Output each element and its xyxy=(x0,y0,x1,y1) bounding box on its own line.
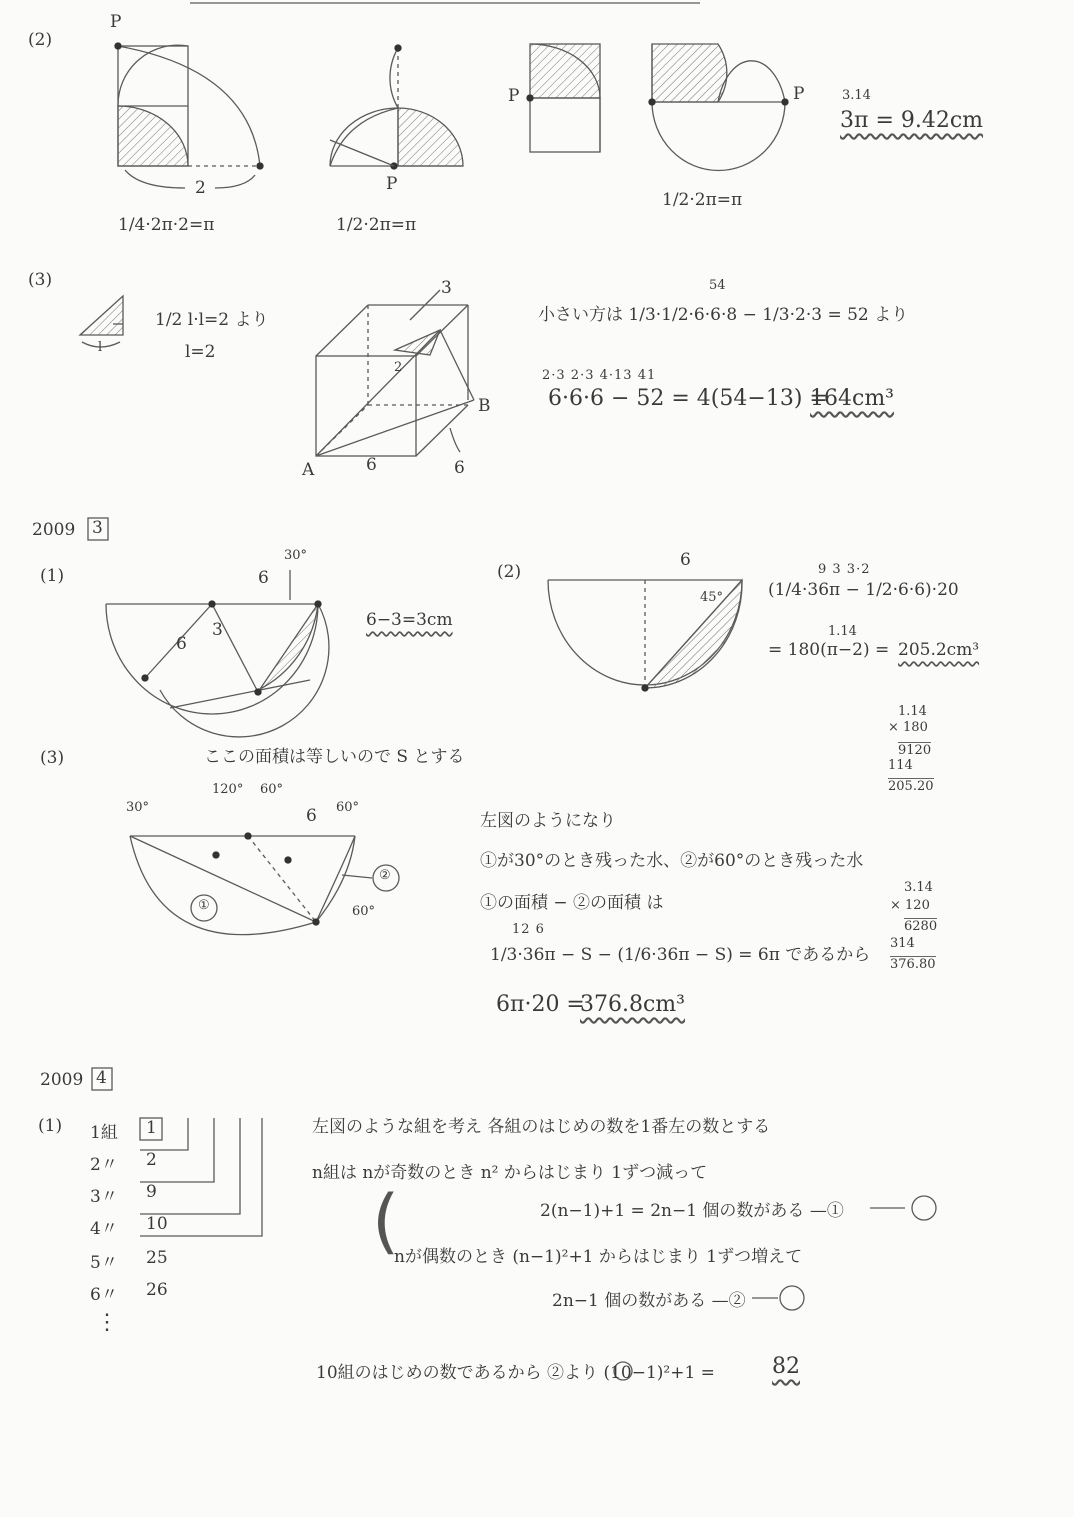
group-val-3: 9 xyxy=(146,1182,157,1202)
q3-p2-notes: 9 3 3·2 xyxy=(818,562,871,577)
group-name-6: 6〃 xyxy=(90,1285,118,1305)
cube-2: 2 xyxy=(394,360,403,375)
q3-fig1 xyxy=(106,570,329,737)
q3-p3-line2: ①が30°のとき残った水、②が60°のとき残った水 xyxy=(480,851,864,871)
cube-b: B xyxy=(478,396,491,416)
group-val-1: 1 xyxy=(146,1118,157,1138)
brace: ( xyxy=(372,1180,400,1262)
cube-6b: 6 xyxy=(454,458,465,478)
q3-p2-calc-2: 9120 xyxy=(898,743,932,758)
q3-p3-line3: ①の面積 − ②の面積 は xyxy=(480,893,664,913)
q3-p3-ans: 376.8cm³ xyxy=(580,992,685,1017)
q3-p3-deg60a: 60° xyxy=(260,782,284,797)
tri-eq: 1/2 l·l=2 より xyxy=(155,310,269,330)
group-name-5: 5〃 xyxy=(90,1253,118,1273)
q4-header: 2009 xyxy=(40,1070,84,1090)
q3-p3-final: 6π·20 = xyxy=(496,992,585,1017)
q3-p2-expr: (1/4·36π − 1/2·6·6)·20 xyxy=(768,580,959,600)
q3-p1-deg30: 30° xyxy=(284,548,308,563)
q4-line4: nが偶数のとき (n−1)²+1 からはじまり 1ずつ増えて xyxy=(394,1247,803,1267)
group-val-6: 26 xyxy=(146,1280,168,1300)
fig2-a xyxy=(115,43,263,188)
circle-mark-1 xyxy=(912,1196,936,1220)
formula-quarter: 1/4·2π·2=π xyxy=(118,215,215,235)
q3-p1-label: (1) xyxy=(40,566,65,586)
group-val-5: 25 xyxy=(146,1248,168,1268)
q3-p3-calc-1: × 120 xyxy=(890,898,930,913)
q3-p2-label: (2) xyxy=(497,562,522,582)
q3-p1-len3: 3 xyxy=(212,620,223,640)
big-answer: 164cm³ xyxy=(810,386,894,411)
cube-6a: 6 xyxy=(366,455,377,475)
cube-a: A xyxy=(302,460,315,480)
q3-p1-ans: 6−3=3cm xyxy=(366,610,453,630)
q4-label: (1) xyxy=(38,1116,63,1136)
q3-p3-calc-0: 3.14 xyxy=(904,880,933,895)
big-notes: 2·3 2·3 4·13 41 xyxy=(542,368,657,383)
group-continued: ⋮ xyxy=(96,1310,118,1335)
l-eq: l=2 xyxy=(185,342,216,362)
q3-p3-eq: 1/3·36π − S − (1/6·36π − S) = 6π であるから xyxy=(490,945,871,965)
q4-box-num: 4 xyxy=(96,1068,107,1088)
q3-p3-c2: ② xyxy=(379,868,391,883)
q3-p2-deg45: 45° xyxy=(700,590,724,605)
big-volume: 6·6·6 − 52 = 4(54−13) = xyxy=(548,386,828,411)
q3-p2-calc-3: 114 xyxy=(888,758,913,773)
pi-value: 3.14 xyxy=(842,88,871,103)
group-val-4: 10 xyxy=(146,1214,168,1234)
fig2-b xyxy=(330,45,463,169)
q3-p3-deg30: 30° xyxy=(126,800,150,815)
q3-p3-calc-3: 314 xyxy=(890,936,915,951)
l-mark: l xyxy=(98,340,103,355)
q4-line3: 2(n−1)+1 = 2n−1 個の数がある —① xyxy=(540,1201,844,1221)
q3-p2-calc-0: 1.14 xyxy=(898,704,927,719)
group-name-1: 1組 xyxy=(90,1123,118,1143)
small-54: 54 xyxy=(709,278,726,293)
point-p-2: P xyxy=(386,174,398,194)
cube-3: 3 xyxy=(441,278,452,298)
fig2-d xyxy=(649,44,788,171)
q3-p2-len6: 6 xyxy=(680,550,691,570)
q3-p3-deg60b: 60° xyxy=(336,800,360,815)
formula-half-b: 1/2·2π=π xyxy=(662,190,743,210)
group-name-4: 4〃 xyxy=(90,1219,118,1239)
q3-p3-calc-4: 376.80 xyxy=(890,957,936,972)
q3-p1-len6: 6 xyxy=(258,568,269,588)
group-name-3: 3〃 xyxy=(90,1187,118,1207)
q3-p2-expr2: = 180(π−2) = xyxy=(768,640,890,660)
point-p-1: P xyxy=(110,12,122,32)
q3-p3-label: (3) xyxy=(40,748,65,768)
part2-label: (2) xyxy=(28,30,53,50)
group-name-2: 2〃 xyxy=(90,1155,118,1175)
q4-line5: 2n−1 個の数がある —② xyxy=(552,1291,746,1311)
q3-p3-note: ここの面積は等しいので S とする xyxy=(204,747,465,767)
fig2-c xyxy=(527,44,600,152)
q3-header: 2009 xyxy=(32,520,76,540)
q4-ans: 82 xyxy=(772,1354,800,1379)
small-volume: 小さい方は 1/3·1/2·6·6·8 − 1/3·2·3 = 52 より xyxy=(538,305,909,325)
q4-line1: 左図のような組を考え 各組のはじめの数を1番左の数とする xyxy=(312,1117,771,1137)
q4-line2: n組は nが奇数のとき n² からはじまり 1ずつ減って xyxy=(312,1163,708,1183)
q3-p3-c1: ① xyxy=(198,898,210,913)
q3-fig3 xyxy=(130,833,399,935)
q3-p2-calc-4: 205.20 xyxy=(888,779,934,794)
circle-mark-2 xyxy=(780,1286,804,1310)
len-2: 2 xyxy=(195,178,206,198)
q3-p3-len6: 6 xyxy=(306,806,317,826)
q3-p3-line1: 左図のようになり xyxy=(480,811,616,831)
formula-half-a: 1/2·2π=π xyxy=(336,215,417,235)
q3-p3-deg60c: 60° xyxy=(352,904,376,919)
q4-line6: 10組のはじめの数であるから ②より (10−1)²+1 = xyxy=(316,1363,715,1383)
q3-p2-ans: 205.2cm³ xyxy=(898,640,980,660)
point-p-4: P xyxy=(793,84,805,104)
point-p-3: P xyxy=(508,86,520,106)
q3-box-num: 3 xyxy=(92,518,103,538)
part2-answer: 3π = 9.42cm xyxy=(840,108,984,133)
q3-p1-len6b: 6 xyxy=(176,634,187,654)
q3-p3-nums: 12 6 xyxy=(512,922,545,937)
q3-p2-calc-1: × 180 xyxy=(888,720,928,735)
q3-p3-calc-2: 6280 xyxy=(904,919,938,934)
group-val-2: 2 xyxy=(146,1150,157,1170)
part3-label: (3) xyxy=(28,270,53,290)
q3-p3-deg120: 120° xyxy=(212,782,244,797)
q3-p2-note114: 1.14 xyxy=(828,624,857,639)
